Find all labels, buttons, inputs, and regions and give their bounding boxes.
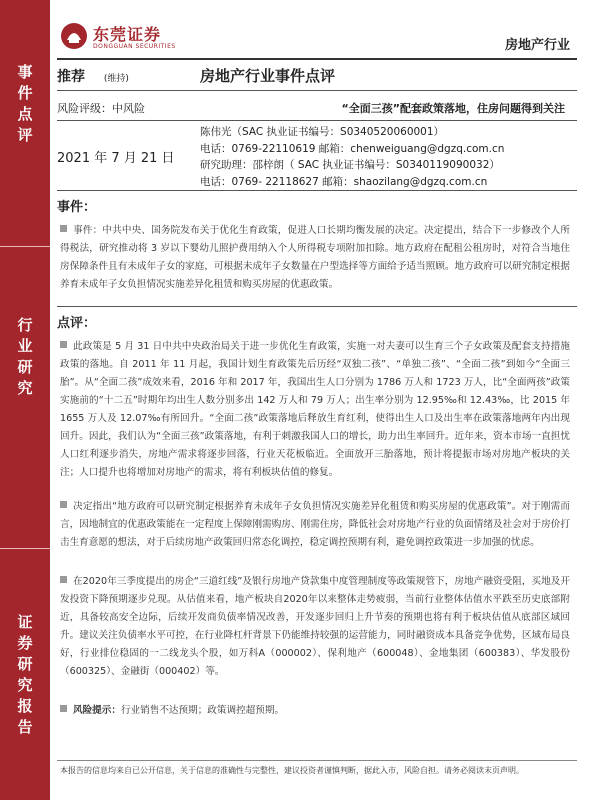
event-paragraph <box>60 222 570 294</box>
subtitle-rule <box>57 120 577 121</box>
analyst-contact: 电话：0769-22110619 邮箱：chenweiguang@dgzq.com.cn <box>200 143 505 155</box>
comment-paragraph-1 <box>60 338 570 482</box>
bullet-icon <box>60 341 67 348</box>
logo-emblem-icon <box>60 22 88 50</box>
event-heading: 事件： <box>57 200 97 215</box>
rating-sub: (维持) <box>103 74 129 84</box>
risk-tip-label: 风险提示： <box>73 705 121 716</box>
comment-text: 在2020年三季度提出的房企“三道红线”及银行房地产贷款集中度管理制度等政策规管下，房地产融资受阻，买地及开发投资下降预期逐步兑现。从估值来看，地产板块自2020年以来整体走势疲弱，当前行业整体估值水平跌至历史底部附近，具备较高安全边际，后续开发商负债率情况改善，开发逐步回归上升节奏的预期也将有利于板块估值从底部区域回升。建议关注负债率水平可控，在行业降杠杆背景下仍能维持较强的运营能力，同时融资成本具备竞争优势，区域布局良好，行业排位稳固的一二线龙头个股，如万科A（000002）、保利地产（600048）、金地集团（600383）、华发股份（600325）、金融街（000402）等。 <box>60 576 570 677</box>
risk-rating: 风险评级：中风险 <box>57 102 145 115</box>
rating-label: 推荐 <box>57 69 85 85</box>
logo-text-cn: 东莞证券 <box>93 25 162 44</box>
header-industry: 房地产行业 <box>504 38 570 53</box>
logo-text-en: DONGGUAN SECURITIES <box>93 43 176 50</box>
event-rule <box>57 306 577 307</box>
contact-rule <box>57 190 577 191</box>
sidebar-label-event-review <box>0 62 50 146</box>
comment-text: 此政策是 5 月 31 日中共中央政治局关于进一步优化生育政策，实施一对夫妻可以生育三个子女政策及配套支持措施政策的落地。自 2011 年 11 月起，我国计划生育政策先后历经“双独二孩”、“单独二孩”、“全面二孩”到如今“全面三胎”。从“全面二孩”成效来看，2016 年和 2017 年，我国出生人口分别为 1786 万人和 1723 万人，比“全面两孩”政策实施前的“十二五”时期年均出生人数分别多出 142 万人和 79 万人；出生率分别为 12.95‰和 12.43‰，比 2015 年 1655 万人及 12.07‰有所回升。“全面二孩”政策落地后释放生育红利，使得出生人口及出生率在政策落地两年内出现回升。因此，我们认为“全面三孩”政策落地，有利于刺激我国人口的增长，助力出生率回升。近年来，资本市场一直担忧人口红利逐步消失，房地产需求将逐步回落，行业天花板临近。全面放开三胎落地，预计将提振市场对房地产板块的关注；人口提升也将增加对房地产的需求，将有利板块估值的修复。 <box>60 341 570 478</box>
sidebar-divider <box>0 548 50 549</box>
comment-paragraph-2 <box>60 498 570 552</box>
comment-heading: 点评： <box>57 316 97 331</box>
header-rule <box>57 58 577 60</box>
report-date: 2021 年 7 月 21 日 <box>57 151 175 166</box>
bullet-icon <box>60 705 67 712</box>
left-sidebar <box>0 0 50 800</box>
rating <box>57 66 129 86</box>
risk-tip-text: 行业销售不达预期；政策调控超预期。 <box>120 705 285 716</box>
sidebar-label-industry-research <box>0 315 50 399</box>
bullet-icon <box>60 225 67 232</box>
footer-rule <box>57 760 577 761</box>
assistant-info: 研究助理：邵梓朗（ SAC 执业证书编号：S0340119090032） <box>200 159 500 171</box>
sidebar-text: 事 件 点 评 <box>17 63 33 144</box>
risk-tip <box>60 702 570 720</box>
sidebar-divider <box>0 246 50 247</box>
sidebar-text: 证 券 研 究 报 告 <box>17 613 33 736</box>
bullet-icon <box>60 501 67 508</box>
sidebar-label-securities-report <box>0 612 50 738</box>
company-logo <box>60 18 200 56</box>
title-rule <box>57 90 577 91</box>
comment-paragraph-3 <box>60 573 570 681</box>
sidebar-text: 行 业 研 究 <box>17 316 33 397</box>
report-subtitle: “全面三孩”配套政策落地，住房问题得到关注 <box>341 102 565 115</box>
event-text: 事件：中共中央、国务院发布关于优化生育政策，促进人口长期均衡发展的决定。决定提出，结合下一步修改个人所得税法，研究推动将 3 岁以下婴幼儿照护费用纳入个人所得税专项附加扣除。地方政府在配租公租房时，对符合当地住房保障条件且有未成年子女的家庭，可根据未成年子女数量在户型选择等方面给予适当照顾。地方政府可以研究制定根据养育未成年子女负担情况实施差异化租赁和购买房屋的优惠政策。 <box>60 225 570 290</box>
report-title: 房地产行业事件点评 <box>200 67 336 85</box>
bullet-icon <box>60 576 67 583</box>
assistant-contact: 电话：0769- 22118627 邮箱：shaozilang@dgzq.com.cn <box>200 176 488 188</box>
comment-text: 决定指出“地方政府可以研究制定根据养育未成年子女负担情况实施差异化租赁和购买房屋的优惠政策”。对于刚需而言，因地制宜的优惠政策能在一定程度上保障刚需购房、刚需住房，降低社会对房地产行业的负面情绪及社会对于房价打击生育意愿的想法，对于后续房地产政策回归常态化调控，稳定调控预期有利，避免调控政策进一步加强的忧虑。 <box>60 501 570 548</box>
analyst-info: 陈伟光（SAC 执业证书编号：S0340520060001） <box>200 126 445 138</box>
footer-disclaimer: 本报告的信息均来自已公开信息，关于信息的准确性与完整性，建议投资者谨慎判断，据此入市，风险自担。请务必阅读末页声明。 <box>60 766 524 775</box>
